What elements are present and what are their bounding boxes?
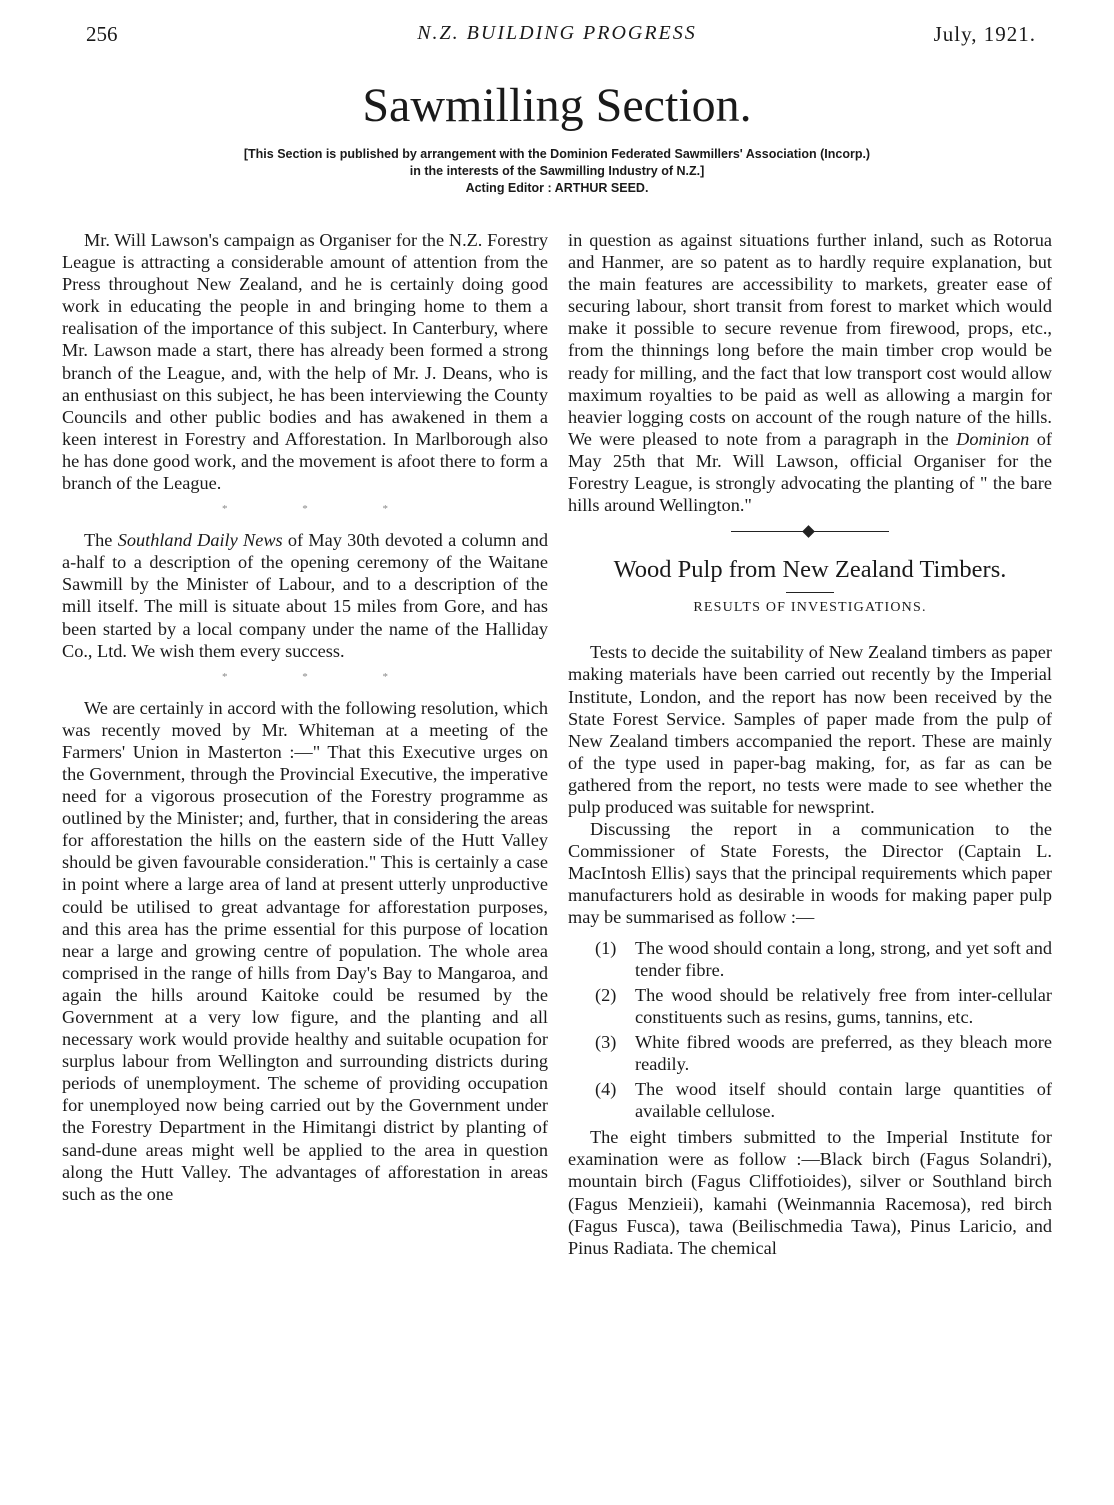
publication-notice	[0, 146, 1114, 197]
newspaper-name: Dominion	[956, 428, 1030, 449]
page-number: 256	[86, 22, 118, 46]
paragraph-eight-timbers: The eight timbers submitted to the Imperial Institute for examination were as follow :—Black birch (Fagus Solandri), mountain birch (Fagus Cliffotioides), silver or Southland birch (Fagus Menzieii), kamahi (Weinmannia Racemosa), red birch (Fagus Fusca), tawa (Beilischmedia Tawa), Pinus Laricio, and Pinus Radiata. The chemical	[568, 1127, 1052, 1258]
newspaper-name: Southland Daily News	[117, 530, 283, 551]
paragraph-farmers-union-resolution: We are certainly in accord with the following resolution, which was recently moved by Mr. Whiteman at a meeting of the Farmers' Union in Masterton :—" That this Executive urges on the Government, through the Provincial Executive, the imperative need for a vigorous prosecution of the Forestry programme as outlined by the Minister; and, further, that in considering the areas for afforestation the hills on the eastern side of the Hutt Valley should be given favourable consideration." This is certainly a case in point where a large area of land at present utterly unproductive could be utilised to great advantage for afforestation purposes, and this area has the prime essential for this purpose of location near a large and growing centre of population. The whole area comprised in the range of hills from Day's Bay to Mangaroa, and again the hills around Kaitoke could be resumed by the Government at a very low figure, and the planting and all necessary work would provide healthy and suitable ocupation for surplus labour from Wellington and surrounding districts during periods of unemployment. The scheme of providing occupation for unemployed now being carried out by the Government under the Forestry Department in the Himitangi district by planting of sand-dune areas might well be applied to the area in question along the Hutt Valley. The advantages of afforestation in areas such as the one	[62, 697, 548, 1204]
paragraph-lawson-campaign: Mr. Will Lawson's campaign as Organiser for the N.Z. Forestry League is attracting a considerable amount of attention from the Press throughout New Zealand, and he is certainly doing good work in educating the people in and bringing home to them a realisation of the importance of this subject. In Canterbury, where Mr. Lawson made a start, there has already been formed a strong branch of the League, and, with the help of Mr. J. Deans, who is an enthusiast on this subject, he has been interviewing the County Councils and other public bodies and has awakened in them a keen interest in Forestry and Afforestation. In Marlborough also he has done good work, and the movement is afoot there to form a branch of the League.	[62, 230, 548, 494]
section-title: Sawmilling Section.	[362, 79, 752, 132]
ornamental-divider	[568, 520, 1052, 544]
notice-line-3: Acting Editor : ARTHUR SEED.	[465, 181, 649, 195]
paragraph-tests: Tests to decide the suitability of New Zealand timbers as paper making materials have been carried out recently by the Imperial Institute, London, and the report has now been received by the State Forest Service. Samples of paper made from the pulp of New Zealand timbers accompanied the report. These are mainly of the type used in paper-bag making, for, as far as can be gathered from the report, no tests were made to see whether the pulp produced was suitable for newsprint.	[568, 642, 1052, 817]
requirements-list	[568, 937, 1052, 1123]
list-item: (4) The wood itself should contain large quantities of available cellulose.	[595, 1079, 1052, 1122]
left-column	[62, 229, 548, 1205]
list-item: (1) The wood should contain a long, strong, and yet soft and tender fibre.	[595, 937, 1052, 980]
article-title: Wood Pulp from New Zealand Timbers.	[613, 556, 1007, 584]
paragraph-report-discussion: Discussing the report in a communication to the Commissioner of State Forests, the Director (Captain L. MacIntosh Ellis) says that the principal requirements which paper manufacturers hold as desirable in woods for making paper pulp may be summarised as follow :—	[568, 819, 1052, 928]
list-item: (2) The wood should be relatively free from inter-cellular constituents such as resins, gums, tannins, etc.	[595, 984, 1052, 1027]
right-column	[568, 229, 1052, 1259]
issue-date: July, 1921.	[933, 22, 1036, 46]
paragraph-afforestation-continued: in question as against situations further inland, such as Rotorua and Hanmer, are so patent as to hardly require explanation, but the main features are accessibility to markets, greater ease of securing labour, short transit from forest to market which would make it possible to secure revenue from firewood, props, etc., from the thinnings long before the main timber crop would be ready for milling, and the fact that low transport cost would allow maximum royalties to be paid as well as allowing a margin for heavier logging costs on account of the rough nature of the hills. We were pleased to note from a paragraph in the Dominion of May 25th that Mr. Will Lawson, official Organiser for the Forestry League, is strongly advocating the planting of " the bare hills around Wellington."	[568, 230, 1052, 516]
section-separator: * * *	[222, 503, 424, 516]
publication-title: N.Z. BUILDING PROGRESS	[417, 22, 697, 44]
running-head	[0, 22, 1114, 52]
title-rule	[786, 592, 834, 593]
diamond-ornament-icon	[802, 525, 815, 538]
notice-line-1: [This Section is published by arrangement with the Dominion Federated Sawmillers' Association (Incorp.)	[243, 147, 871, 161]
article-subtitle: RESULTS OF INVESTIGATIONS.	[693, 600, 927, 616]
notice-line-2: in the interests of the Sawmilling Industry of N.Z.]	[409, 164, 705, 178]
list-item: (3) White fibred woods are preferred, as they bleach more readily.	[595, 1031, 1052, 1074]
paragraph-waitane-sawmill: The Southland Daily News of May 30th devoted a column and a-half to a description of the opening ceremony of the Waitane Sawmill by the Minister of Labour, and to a description of the mill itself. The mill is situate about 15 miles from Gore, and has been started by a local company under the name of the Halliday Co., Ltd. We wish them every success.	[62, 530, 548, 661]
section-separator: * * *	[222, 670, 424, 683]
